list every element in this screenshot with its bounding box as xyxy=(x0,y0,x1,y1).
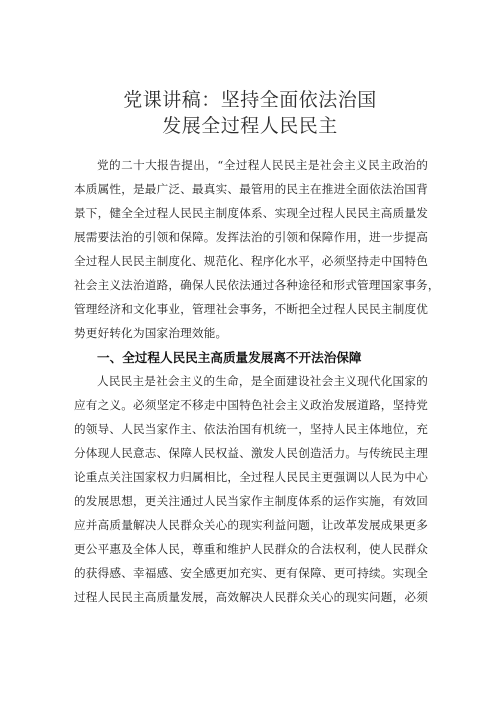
paragraph-line: 管理经济和文化事业，管理社会事务，不断把全过程人民民主制度优 xyxy=(74,302,428,316)
paragraph-line: 应有之义。必须坚定不移走中国特色社会主义政治发展道路，坚持党 xyxy=(74,398,428,412)
paragraph-line: 应并高质量解决人民群众关心的现实利益问题，让改革发展成果更多 xyxy=(74,518,428,532)
paragraph-line: 分体现人民意志、保障人民权益、激发人民创造活力。与传统民主理 xyxy=(74,446,428,460)
paragraph-line: 过程人民民主高质量发展，高效解决人民群众关心的现实问题，必须 xyxy=(74,590,428,604)
paragraph-line: 的获得感、幸福感、安全感更加充实、更有保障、更可持续。实现全 xyxy=(74,566,428,580)
section-heading-1: 一、全过程人民民主高质量发展离不开法治保障 xyxy=(97,350,362,365)
paragraph-line: 本质属性，是最广泛、最真实、最管用的民主在推进全面依法治国背 xyxy=(74,182,428,196)
paragraph-line: 的发展思想，更关注通过人民当家作主制度体系的运作实施，有效回 xyxy=(74,494,428,508)
paragraph-line: 论重点关注国家权力归属相比，全过程人民民主更强调以人民为中心 xyxy=(74,470,428,484)
document-title-line-1: 党课讲稿：坚持全面依法治国 xyxy=(123,89,377,111)
paragraph-line: 党的二十大报告提出，“全过程人民民主是社会主义民主政治的 xyxy=(97,158,428,172)
paragraph-line: 景下，健全全过程人民民主制度体系、实现全过程人民民主高质量发 xyxy=(74,206,428,220)
paragraph-line: 展需要法治的引领和保障。发挥法治的引领和保障作用，进一步提高 xyxy=(74,230,428,244)
paragraph-line: 更公平惠及全体人民，尊重和维护人民群众的合法权利，使人民群众 xyxy=(74,542,428,556)
paragraph-line: 人民民主是社会主义的生命，是全面建设社会主义现代化国家的 xyxy=(97,374,428,388)
paragraph-line: 势更好转化为国家治理效能。 xyxy=(74,326,228,340)
paragraph-line: 的领导、人民当家作主、依法治国有机统一，坚持人民主体地位，充 xyxy=(74,422,428,436)
document-title-line-2: 发展全过程人民民主 xyxy=(162,115,338,137)
paragraph-line: 全过程人民民主制度化、规范化、程序化水平，必须坚持走中国特色 xyxy=(74,254,428,268)
paragraph-line: 社会主义法治道路，确保人民依法通过各种途径和形式管理国家事务， xyxy=(74,278,440,292)
